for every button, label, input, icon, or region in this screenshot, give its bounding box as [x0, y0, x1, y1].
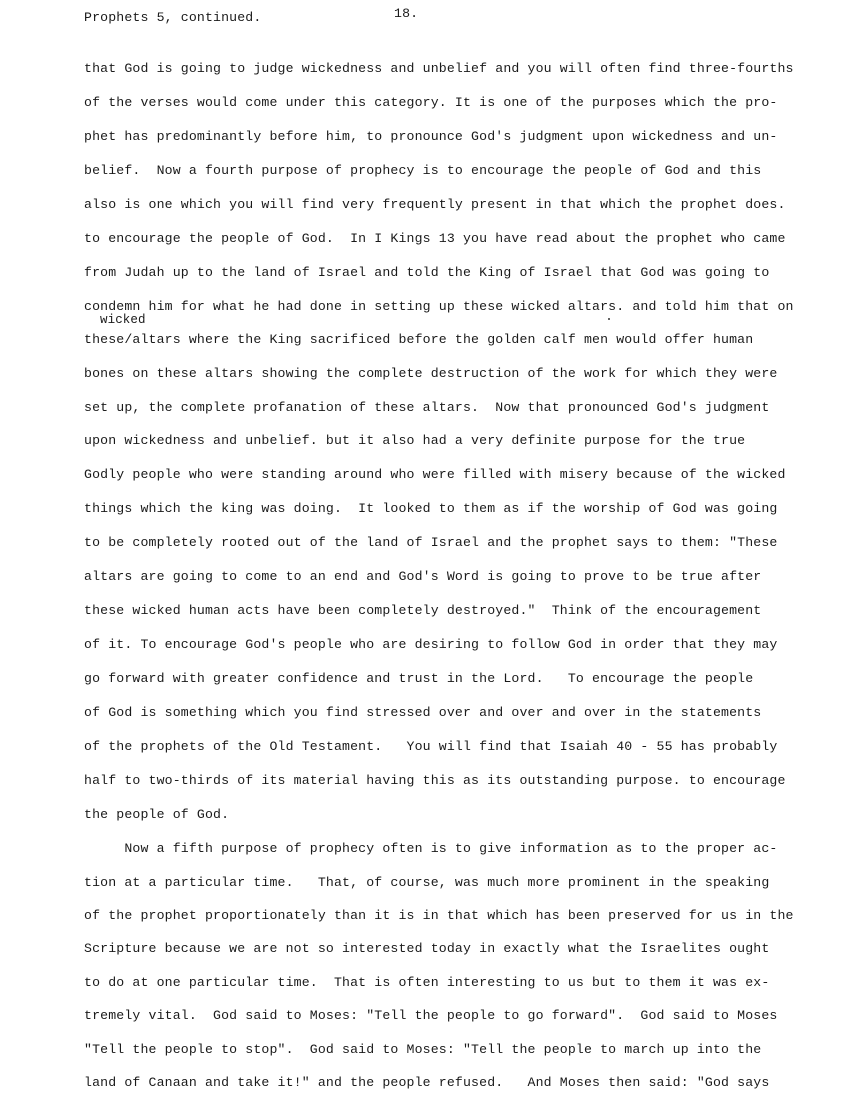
text-line: from Judah up to the land of Israel and told the King of Israel that God was going to [84, 265, 770, 280]
text-line: tion at a particular time. That, of course, was much more prominent in the speaking [84, 875, 770, 890]
text-line: of the prophets of the Old Testament. You will find that Isaiah 40 - 55 has probably [84, 739, 778, 754]
text-line: half to two-thirds of its material having this as its outstanding purpose. to encourage [84, 773, 786, 788]
stray-mark [608, 318, 610, 320]
text-line: of the verses would come under this category. It is one of the purposes which the pro- [84, 95, 778, 110]
text-line: "Tell the people to stop". God said to Moses: "Tell the people to march up into the [84, 1042, 762, 1057]
text-line: belief. Now a fourth purpose of prophecy is to encourage the people of God and this [84, 163, 762, 178]
text-line: things which the king was doing. It looked to them as if the worship of God was going [84, 501, 778, 516]
page-number: 18. [394, 6, 419, 21]
text-line: of it. To encourage God's people who are desiring to follow God in order that they may [84, 637, 778, 652]
text-line: to encourage the people of God. In I Kings 13 you have read about the prophet who came [84, 231, 786, 246]
text-line: Godly people who were standing around who were filled with misery because of the wicked [84, 467, 786, 482]
text-line: Scripture because we are not so interested today in exactly what the Israelites ought [84, 941, 770, 956]
text-line: the people of God. [84, 807, 230, 822]
text-line: upon wickedness and unbelief. but it also had a very definite purpose for the true [84, 433, 746, 448]
running-title: Prophets 5, continued. [84, 10, 262, 25]
text-line: of the prophet proportionately than it is in that which has been preserved for us in the [84, 908, 794, 923]
text-line: tremely vital. God said to Moses: "Tell the people to go forward". God said to Moses [84, 1008, 778, 1023]
text-line: that God is going to judge wickedness and unbelief and you will often find three-fourths [84, 61, 794, 76]
handwritten-insertion: wicked [100, 313, 146, 327]
text-line: these wicked human acts have been completely destroyed." Think of the encouragement [84, 603, 762, 618]
text-line: of God is something which you find stressed over and over and over in the statements [84, 705, 762, 720]
text-line: set up, the complete profanation of these altars. Now that pronounced God's judgment [84, 400, 770, 415]
text-line: go forward with greater confidence and trust in the Lord. To encourage the people [84, 671, 754, 686]
paragraph-start-line: Now a fifth purpose of prophecy often is to give information as to the proper ac- [84, 841, 778, 856]
page-header [84, 6, 784, 28]
text-line: bones on these altars showing the complete destruction of the work for which they were [84, 366, 778, 381]
text-line: land of Canaan and take it!" and the people refused. And Moses then said: "God says [84, 1075, 770, 1090]
text-line: to be completely rooted out of the land of Israel and the prophet says to them: "These [84, 535, 778, 550]
text-line: also is one which you will find very frequently present in that which the prophet does. [84, 197, 786, 212]
text-line: condemn him for what he had done in setting up these wicked altars. and told him that on [84, 299, 794, 314]
text-line: to do at one particular time. That is often interesting to us but to them it was ex- [84, 975, 770, 990]
text-line: altars are going to come to an end and God's Word is going to prove to be true after [84, 569, 762, 584]
text-line: phet has predominantly before him, to pronounce God's judgment upon wickedness and un- [84, 129, 778, 144]
text-line: these/altars where the King sacrificed before the golden calf men would offer human [84, 332, 754, 347]
